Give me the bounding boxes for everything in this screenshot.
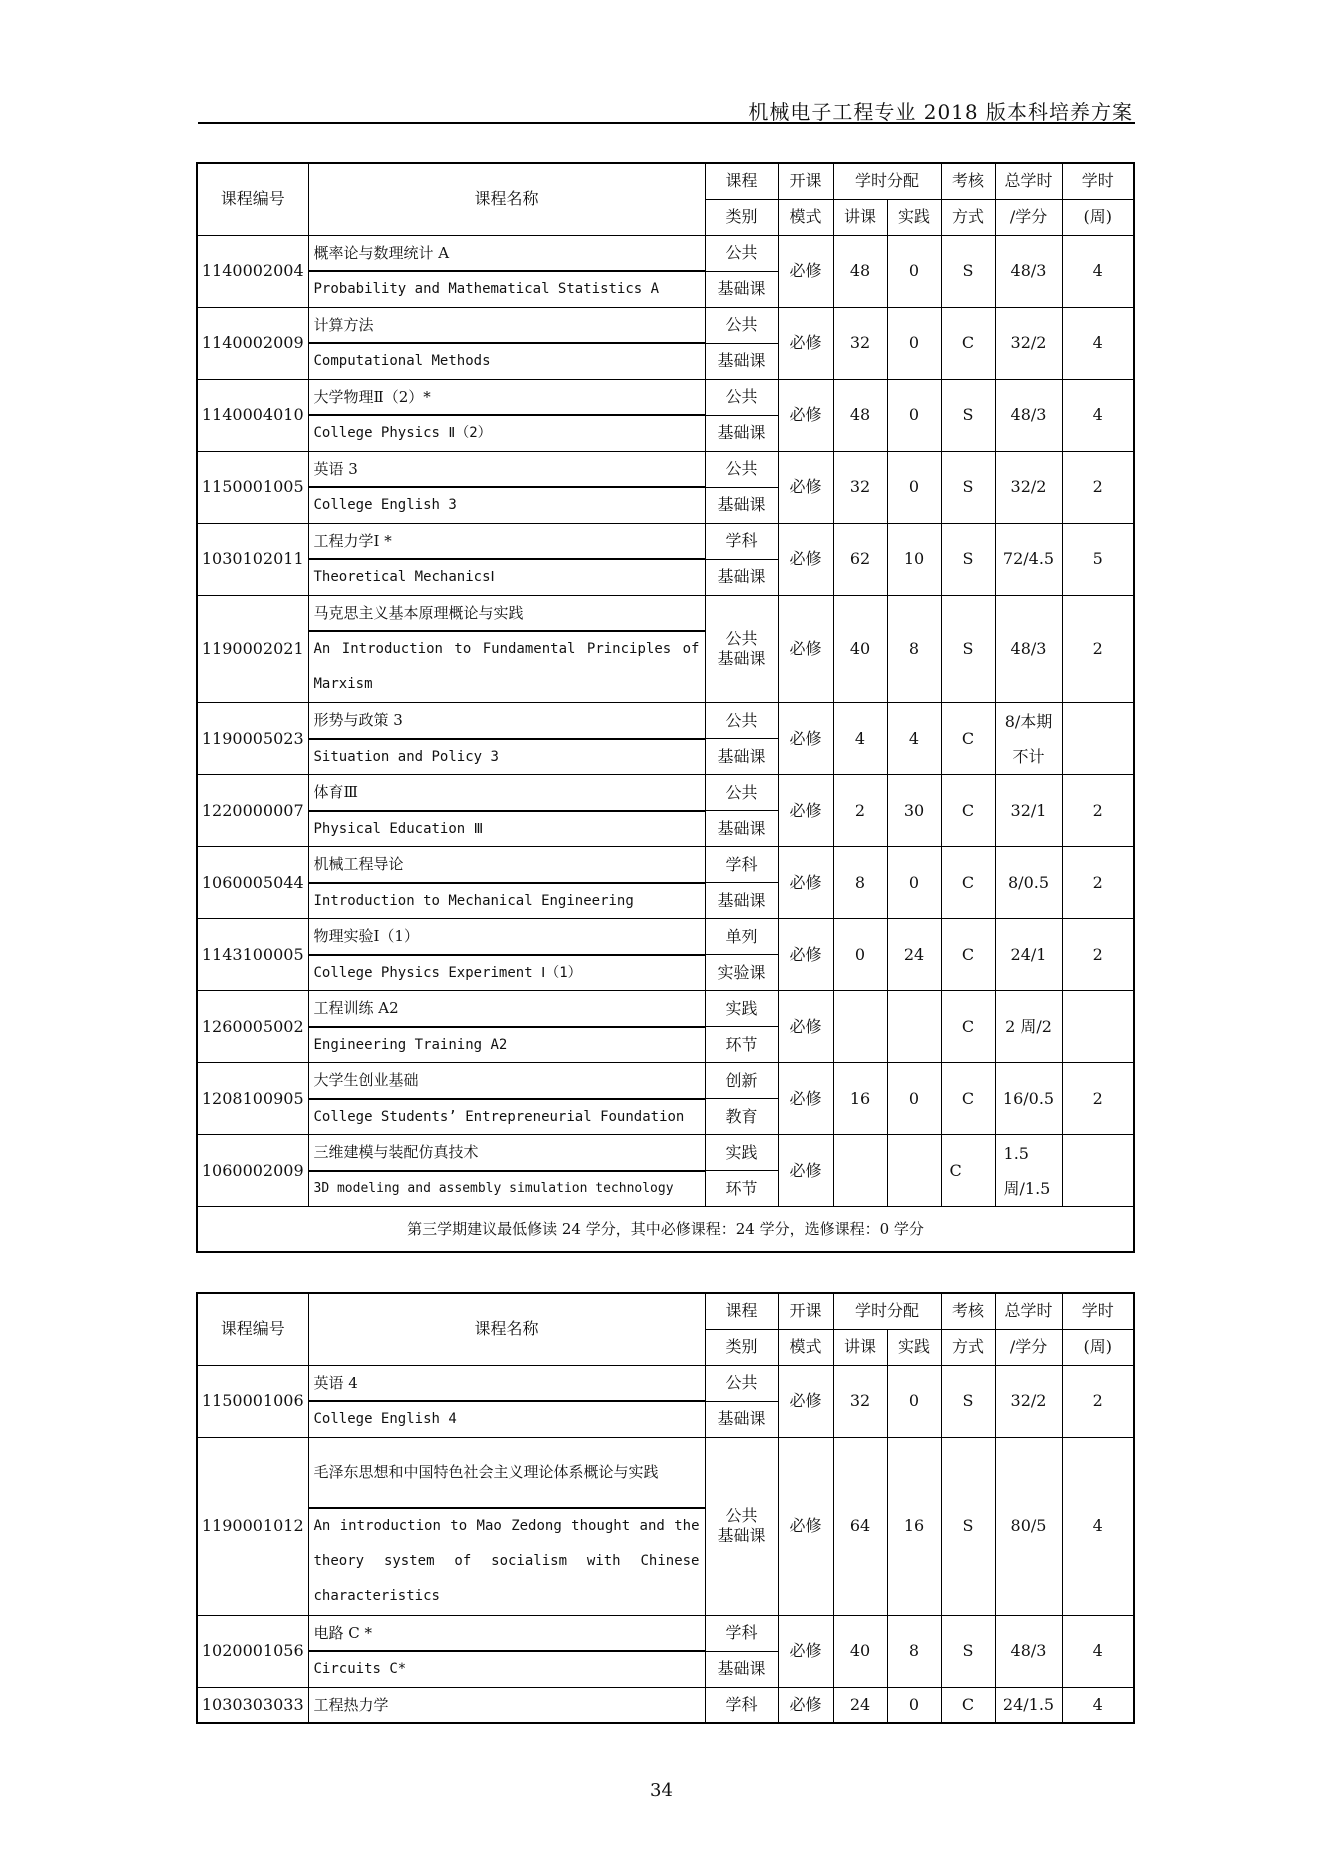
course-name-cn: 物理实验Ⅰ（1） <box>308 919 705 955</box>
page-number: 34 <box>650 1780 673 1801</box>
table-row <box>197 523 1134 559</box>
course-exam: C <box>941 919 995 991</box>
course-lecture-hours: 8 <box>833 847 887 919</box>
course-mode: 必修 <box>778 1063 833 1135</box>
course-category: 环节 <box>705 1171 778 1207</box>
course-lecture-hours: 40 <box>833 1615 887 1687</box>
course-name-cn: 机械工程导论 <box>308 847 705 883</box>
course-practice-hours: 8 <box>887 595 941 703</box>
course-name-en: Theoretical MechanicsⅠ <box>308 559 705 595</box>
course-category <box>705 595 778 703</box>
course-exam: S <box>941 1365 995 1437</box>
course-lecture-hours: 16 <box>833 1063 887 1135</box>
table-header-row <box>197 1293 1134 1329</box>
course-weekly: 2 <box>1062 451 1134 523</box>
course-exam: S <box>941 235 995 307</box>
course-name-cn: 形势与政策 3 <box>308 703 705 739</box>
course-lecture-hours: 2 <box>833 775 887 847</box>
course-exam: C <box>941 1687 995 1723</box>
course-mode: 必修 <box>778 379 833 451</box>
course-mode: 必修 <box>778 919 833 991</box>
course-mode: 必修 <box>778 775 833 847</box>
course-name-en: 3D modeling and assembly simulation technology <box>308 1171 705 1207</box>
course-category: 公共 <box>705 775 778 811</box>
header-mode-1: 开课 <box>778 163 833 199</box>
header-weekly-2: (周) <box>1062 1329 1134 1365</box>
course-category: 基础课 <box>705 1401 778 1437</box>
course-lecture-hours: 32 <box>833 307 887 379</box>
table-row <box>197 703 1134 739</box>
course-code: 1140002004 <box>197 235 308 307</box>
header-exam-2: 方式 <box>941 199 995 235</box>
course-code: 1150001006 <box>197 1365 308 1437</box>
course-weekly: 2 <box>1062 919 1134 991</box>
course-practice-hours: 0 <box>887 379 941 451</box>
course-code: 1060005044 <box>197 847 308 919</box>
table-row <box>197 595 1134 631</box>
header-hours: 学时分配 <box>833 1293 941 1329</box>
header-lecture: 讲课 <box>833 1329 887 1365</box>
course-name-en: Computational Methods <box>308 343 705 379</box>
course-total: 48/3 <box>995 235 1062 307</box>
course-weekly: 4 <box>1062 235 1134 307</box>
course-category: 基础课 <box>705 343 778 379</box>
course-code: 1190002021 <box>197 595 308 703</box>
course-mode: 必修 <box>778 1615 833 1687</box>
header-code: 课程编号 <box>197 1293 308 1365</box>
course-lecture-hours <box>833 991 887 1063</box>
course-exam: C <box>941 307 995 379</box>
table-summary-row <box>197 1207 1134 1253</box>
header-practice: 实践 <box>887 1329 941 1365</box>
course-total: 1.5 周/1.5 <box>995 1135 1062 1207</box>
course-lecture-hours: 48 <box>833 235 887 307</box>
course-name-cn: 计算方法 <box>308 307 705 343</box>
course-category-line-2: 基础课 <box>717 648 766 668</box>
course-exam: C <box>941 1063 995 1135</box>
course-weekly: 4 <box>1062 307 1134 379</box>
semester-summary: 第三学期建议最低修读 24 学分，其中必修课程：24 学分，选修课程：0 学分 <box>197 1207 1134 1253</box>
course-category: 基础课 <box>705 739 778 775</box>
course-total: 24/1 <box>995 919 1062 991</box>
course-name-en: College Physics Ⅱ（2） <box>308 415 705 451</box>
course-exam: S <box>941 1437 995 1615</box>
course-category: 教育 <box>705 1099 778 1135</box>
course-practice-hours: 0 <box>887 1365 941 1437</box>
course-category: 学科 <box>705 847 778 883</box>
course-category-line-1: 公共 <box>725 1506 758 1525</box>
course-lecture-hours: 48 <box>833 379 887 451</box>
table-row <box>197 775 1134 811</box>
course-table-semester-4 <box>196 1292 1135 1724</box>
course-exam: C <box>941 775 995 847</box>
course-category: 公共 <box>705 235 778 271</box>
course-practice-hours: 8 <box>887 1615 941 1687</box>
course-mode: 必修 <box>778 847 833 919</box>
table-row <box>197 1365 1134 1401</box>
course-category: 基础课 <box>705 559 778 595</box>
course-category: 创新 <box>705 1063 778 1099</box>
header-rule <box>198 122 1135 124</box>
course-lecture-hours: 62 <box>833 523 887 595</box>
header-weekly-1: 学时 <box>1062 1293 1134 1329</box>
course-category: 基础课 <box>705 487 778 523</box>
course-total: 8/本期不计 <box>995 703 1062 775</box>
course-exam: S <box>941 595 995 703</box>
course-total: 72/4.5 <box>995 523 1062 595</box>
course-name-en: College Students’ Entrepreneurial Foundation <box>308 1099 705 1135</box>
course-practice-hours: 30 <box>887 775 941 847</box>
course-category <box>705 1437 778 1615</box>
course-code: 1143100005 <box>197 919 308 991</box>
course-practice-hours: 4 <box>887 703 941 775</box>
course-weekly: 4 <box>1062 1615 1134 1687</box>
course-category: 学科 <box>705 1615 778 1651</box>
course-weekly <box>1062 703 1134 775</box>
course-category: 基础课 <box>705 1651 778 1687</box>
course-name-en: Engineering Training A2 <box>308 1027 705 1063</box>
course-code: 1030102011 <box>197 523 308 595</box>
course-name-en: Probability and Mathematical Statistics A <box>308 271 705 307</box>
course-total: 8/0.5 <box>995 847 1062 919</box>
header-total-1: 总学时 <box>995 1293 1062 1329</box>
course-weekly: 4 <box>1062 379 1134 451</box>
course-name-en: Introduction to Mechanical Engineering <box>308 883 705 919</box>
course-mode: 必修 <box>778 1437 833 1615</box>
course-exam: C <box>941 1135 995 1207</box>
course-name-cn: 体育Ⅲ <box>308 775 705 811</box>
course-weekly: 2 <box>1062 1365 1134 1437</box>
table-row <box>197 1063 1134 1099</box>
course-name-cn: 概率论与数理统计 A <box>308 235 705 271</box>
course-total: 32/1 <box>995 775 1062 847</box>
course-weekly: 5 <box>1062 523 1134 595</box>
table-row <box>197 1615 1134 1651</box>
course-practice-hours: 24 <box>887 919 941 991</box>
course-exam: S <box>941 1615 995 1687</box>
header-total-1: 总学时 <box>995 163 1062 199</box>
header-name: 课程名称 <box>308 1293 705 1365</box>
table-row <box>197 919 1134 955</box>
course-weekly: 4 <box>1062 1687 1134 1723</box>
course-practice-hours: 0 <box>887 847 941 919</box>
course-category: 基础课 <box>705 271 778 307</box>
course-category: 公共 <box>705 307 778 343</box>
course-exam: C <box>941 991 995 1063</box>
table-row <box>197 847 1134 883</box>
course-total: 16/0.5 <box>995 1063 1062 1135</box>
header-practice: 实践 <box>887 199 941 235</box>
course-category: 公共 <box>705 451 778 487</box>
course-lecture-hours: 64 <box>833 1437 887 1615</box>
course-exam: S <box>941 451 995 523</box>
header-exam-2: 方式 <box>941 1329 995 1365</box>
header-name: 课程名称 <box>308 163 705 235</box>
course-name-cn: 英语 4 <box>308 1365 705 1401</box>
course-code: 1140004010 <box>197 379 308 451</box>
course-weekly: 2 <box>1062 595 1134 703</box>
course-name-cn: 工程力学Ⅰ * <box>308 523 705 559</box>
course-code: 1190001012 <box>197 1437 308 1615</box>
course-lecture-hours: 32 <box>833 1365 887 1437</box>
table-row <box>197 1437 1134 1508</box>
course-practice-hours: 0 <box>887 1687 941 1723</box>
course-category: 环节 <box>705 1027 778 1063</box>
header-weekly-1: 学时 <box>1062 163 1134 199</box>
course-practice-hours: 0 <box>887 1063 941 1135</box>
course-category: 基础课 <box>705 811 778 847</box>
course-practice-hours: 10 <box>887 523 941 595</box>
course-name-cn: 工程训练 A2 <box>308 991 705 1027</box>
course-mode: 必修 <box>778 1687 833 1723</box>
course-practice-hours: 0 <box>887 307 941 379</box>
course-total: 2 周/2 <box>995 991 1062 1063</box>
course-mode: 必修 <box>778 523 833 595</box>
course-total: 32/2 <box>995 451 1062 523</box>
course-mode: 必修 <box>778 451 833 523</box>
course-table-semester-3 <box>196 162 1135 1253</box>
course-name-en: An introduction to Mao Zedong thought and the theory system of socialism with Chinese characteristics <box>308 1508 705 1615</box>
course-total: 32/2 <box>995 307 1062 379</box>
course-total: 80/5 <box>995 1437 1062 1615</box>
header-mode-2: 模式 <box>778 199 833 235</box>
course-name-cn: 三维建模与装配仿真技术 <box>308 1135 705 1171</box>
header-mode-2: 模式 <box>778 1329 833 1365</box>
table-row <box>197 991 1134 1027</box>
course-practice-hours <box>887 1135 941 1207</box>
header-hours: 学时分配 <box>833 163 941 199</box>
course-category: 基础课 <box>705 883 778 919</box>
course-name-cn: 英语 3 <box>308 451 705 487</box>
header-weekly-2: (周) <box>1062 199 1134 235</box>
course-lecture-hours: 0 <box>833 919 887 991</box>
course-code: 1260005002 <box>197 991 308 1063</box>
table-row <box>197 235 1134 271</box>
course-category: 基础课 <box>705 415 778 451</box>
course-name-cn: 马克思主义基本原理概论与实践 <box>308 595 705 631</box>
course-total: 48/3 <box>995 595 1062 703</box>
header-category-2: 类别 <box>705 199 778 235</box>
course-total: 48/3 <box>995 1615 1062 1687</box>
course-mode: 必修 <box>778 1135 833 1207</box>
course-weekly: 2 <box>1062 1063 1134 1135</box>
course-practice-hours: 0 <box>887 451 941 523</box>
course-category-line-1: 公共 <box>725 628 758 648</box>
course-code: 1020001056 <box>197 1615 308 1687</box>
course-category: 学科 <box>705 1687 778 1723</box>
course-category-line-2: 基础课 <box>717 1526 766 1545</box>
course-mode: 必修 <box>778 307 833 379</box>
course-total: 48/3 <box>995 379 1062 451</box>
course-practice-hours: 16 <box>887 1437 941 1615</box>
table-row <box>197 307 1134 343</box>
course-name-cn: 工程热力学 <box>308 1687 705 1723</box>
course-category: 实践 <box>705 1135 778 1171</box>
header-exam-1: 考核 <box>941 1293 995 1329</box>
course-mode: 必修 <box>778 235 833 307</box>
course-category: 单列 <box>705 919 778 955</box>
course-weekly <box>1062 991 1134 1063</box>
table-row <box>197 379 1134 415</box>
course-code: 1220000007 <box>197 775 308 847</box>
course-name-en: Physical Education Ⅲ <box>308 811 705 847</box>
course-mode: 必修 <box>778 991 833 1063</box>
course-code: 1060002009 <box>197 1135 308 1207</box>
header-code: 课程编号 <box>197 163 308 235</box>
course-weekly <box>1062 1135 1134 1207</box>
course-name-cn: 大学生创业基础 <box>308 1063 705 1099</box>
document-header-title: 机械电子工程专业 2018 版本科培养方案 <box>748 100 1133 124</box>
course-code: 1190005023 <box>197 703 308 775</box>
course-category: 实验课 <box>705 955 778 991</box>
course-category: 公共 <box>705 379 778 415</box>
course-mode: 必修 <box>778 703 833 775</box>
course-total: 24/1.5 <box>995 1687 1062 1723</box>
course-code: 1140002009 <box>197 307 308 379</box>
course-name-cn: 电路 C * <box>308 1615 705 1651</box>
course-category: 公共 <box>705 703 778 739</box>
header-exam-1: 考核 <box>941 163 995 199</box>
course-lecture-hours: 4 <box>833 703 887 775</box>
course-name-en: An Introduction to Fundamental Principles of Marxism <box>308 631 705 703</box>
course-category: 学科 <box>705 523 778 559</box>
course-weekly: 2 <box>1062 847 1134 919</box>
course-name-en: College English 4 <box>308 1401 705 1437</box>
course-exam: C <box>941 847 995 919</box>
course-name-en: College Physics Experiment Ⅰ（1） <box>308 955 705 991</box>
course-weekly: 4 <box>1062 1437 1134 1615</box>
table-row <box>197 1135 1134 1171</box>
header-total-2: /学分 <box>995 199 1062 235</box>
course-code: 1150001005 <box>197 451 308 523</box>
header-total-2: /学分 <box>995 1329 1062 1365</box>
table-header-row <box>197 163 1134 199</box>
course-name-en: College English 3 <box>308 487 705 523</box>
course-mode: 必修 <box>778 595 833 703</box>
course-practice-hours <box>887 991 941 1063</box>
course-lecture-hours: 24 <box>833 1687 887 1723</box>
table-row <box>197 451 1134 487</box>
course-code: 1030303033 <box>197 1687 308 1723</box>
course-name-en: Circuits C* <box>308 1651 705 1687</box>
course-exam: C <box>941 703 995 775</box>
course-code: 1208100905 <box>197 1063 308 1135</box>
table-row <box>197 1687 1134 1723</box>
course-exam: S <box>941 379 995 451</box>
header-category-2: 类别 <box>705 1329 778 1365</box>
header-category-1: 课程 <box>705 163 778 199</box>
course-practice-hours: 0 <box>887 235 941 307</box>
header-mode-1: 开课 <box>778 1293 833 1329</box>
course-lecture-hours: 40 <box>833 595 887 703</box>
course-lecture-hours: 32 <box>833 451 887 523</box>
course-name-en: Situation and Policy 3 <box>308 739 705 775</box>
course-category: 实践 <box>705 991 778 1027</box>
course-name-cn: 毛泽东思想和中国特色社会主义理论体系概论与实践 <box>308 1437 705 1508</box>
header-lecture: 讲课 <box>833 199 887 235</box>
course-category: 公共 <box>705 1365 778 1401</box>
header-category-1: 课程 <box>705 1293 778 1329</box>
course-name-cn: 大学物理Ⅱ（2）* <box>308 379 705 415</box>
course-weekly: 2 <box>1062 775 1134 847</box>
course-exam: S <box>941 523 995 595</box>
course-mode: 必修 <box>778 1365 833 1437</box>
course-lecture-hours <box>833 1135 887 1207</box>
course-total: 32/2 <box>995 1365 1062 1437</box>
